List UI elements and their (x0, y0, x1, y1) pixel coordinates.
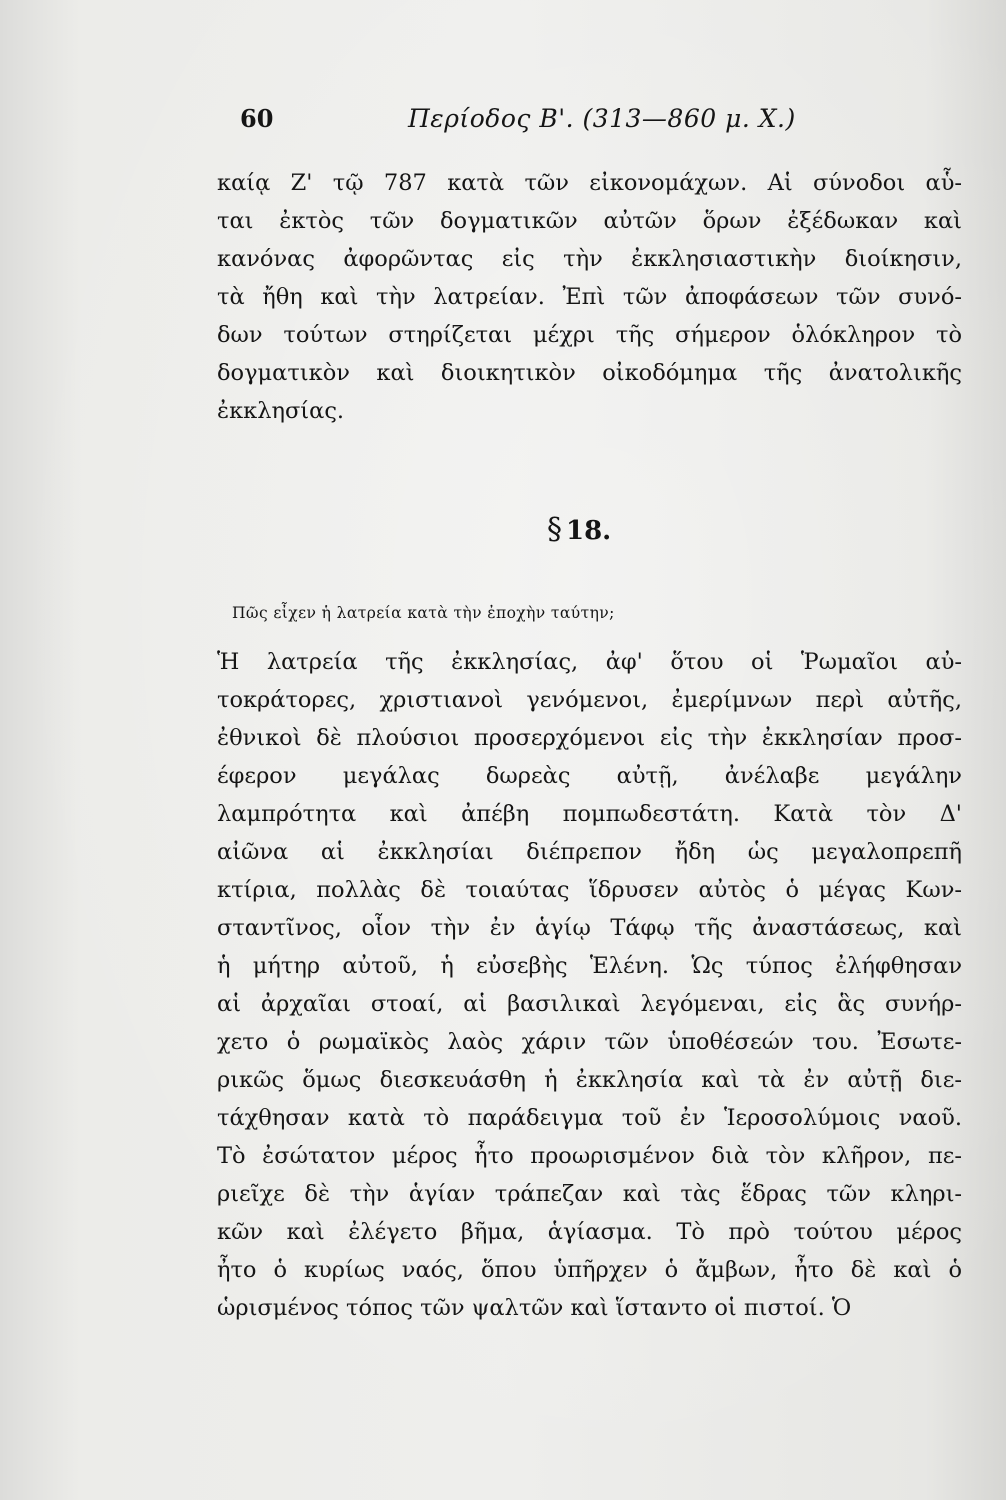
text-line: τὰ ἤθη καὶ τὴν λατρείαν. Ἐπὶ τῶν ἀποφάσεων τῶν συνό- (217, 284, 962, 310)
text-line: σταντῖνος, οἷον τὴν ἐν ἁγίῳ Τάφῳ τῆς ἀναστάσεως, καὶ (217, 915, 962, 941)
text-line: λαμπρότητα καὶ ἀπέβη πομπωδεστάτη. Κατὰ τὸν Δ' (217, 801, 962, 827)
text-line: καίᾳ Ζ' τῷ 787 κατὰ τῶν εἰκονομάχων. Αἱ σύνοδοι αὗ- (217, 170, 962, 196)
page-number: 60 (240, 104, 274, 133)
text-line: έφερον μεγάλας δωρεὰς αὐτῇ, ἀνέλαβε μεγάλην (217, 763, 962, 789)
text-line: κῶν καὶ ἐλέγετο βῆμα, ἁγίασμα. Τὸ πρὸ τούτου μέρος (217, 1219, 962, 1245)
text-line: δογματικὸν καὶ διοικητικὸν οἰκοδόμημα τῆς ἀνατολικῆς (217, 360, 962, 386)
section-symbol: § (547, 512, 562, 547)
running-title: Περίοδος Β'. (313—860 μ. Χ.) (408, 104, 796, 133)
section-question: Πῶς εἶχεν ἡ λατρεία κατὰ τὴν ἐποχὴν ταύτην; (232, 604, 615, 622)
text-line: Ἡ λατρεία τῆς ἐκκλησίας, ἀφ' ὅτου οἱ Ῥωμαῖοι αὐ- (217, 649, 962, 675)
text-line: ὡρισμένος τόπος τῶν ψαλτῶν καὶ ἵσταντο οἱ πιστοί. Ὁ (217, 1295, 852, 1321)
section-heading (547, 512, 611, 547)
text-line: αἱ ἀρχαῖαι στοαί, αἱ βασιλικαὶ λεγόμεναι, εἰς ἃς συνήρ- (217, 991, 962, 1017)
text-line: κανόνας ἀφορῶντας εἰς τὴν ἐκκλησιαστικὴν διοίκησιν, (217, 246, 962, 272)
page-header (240, 100, 960, 140)
text-line: ται ἐκτὸς τῶν δογματικῶν αὐτῶν ὅρων ἐξέδωκαν καὶ (217, 208, 962, 234)
text-line: ἡ μήτηρ αὐτοῦ, ἡ εὐσεβὴς Ἑλένη. Ὡς τύπος ἐλήφθησαν (217, 953, 962, 979)
text-line: χετο ὁ ρωμαϊκὸς λαὸς χάριν τῶν ὑποθέσεών του. Ἐσωτε- (217, 1029, 962, 1055)
text-line: ἦτο ὁ κυρίως ναός, ὅπου ὑπῆρχεν ὁ ἄμβων, ἦτο δὲ καὶ ὁ (217, 1257, 962, 1283)
text-line: αἰῶνα αἱ ἐκκλησίαι διέπρεπον ἤδη ὡς μεγαλοπρεπῆ (217, 839, 962, 865)
text-line: κτίρια, πολλὰς δὲ τοιαύτας ἵδρυσεν αὐτὸς ὁ μέγας Κων- (217, 877, 962, 903)
section-number: 18. (566, 516, 612, 546)
text-line: ἐκκλησίας. (217, 398, 345, 424)
text-line: Τὸ ἐσώτατον μέρος ἦτο προωρισμένον διὰ τὸν κλῆρον, πε- (217, 1143, 962, 1169)
text-line: ρικῶς ὅμως διεσκευάσθη ἡ ἐκκλησία καὶ τὰ ἐν αὐτῇ διε- (217, 1067, 962, 1093)
text-line: τοκράτορες, χριστιανοὶ γενόμενοι, ἐμερίμνων περὶ αὐτῆς, (217, 687, 962, 713)
text-line: ριεῖχε δὲ τὴν ἁγίαν τράπεζαν καὶ τὰς ἕδρας τῶν κληρι- (217, 1181, 962, 1207)
text-line: ἐθνικοὶ δὲ πλούσιοι προσερχόμενοι εἰς τὴν ἐκκλησίαν προσ- (217, 725, 962, 751)
paragraph-1 (217, 164, 962, 430)
text-line: δων τούτων στηρίζεται μέχρι τῆς σήμερον ὁλόκληρον τὸ (217, 322, 962, 348)
paragraph-2 (217, 643, 962, 1327)
text-line: τάχθησαν κατὰ τὸ παράδειγμα τοῦ ἐν Ἱεροσολύμοις ναοῦ. (217, 1105, 962, 1131)
